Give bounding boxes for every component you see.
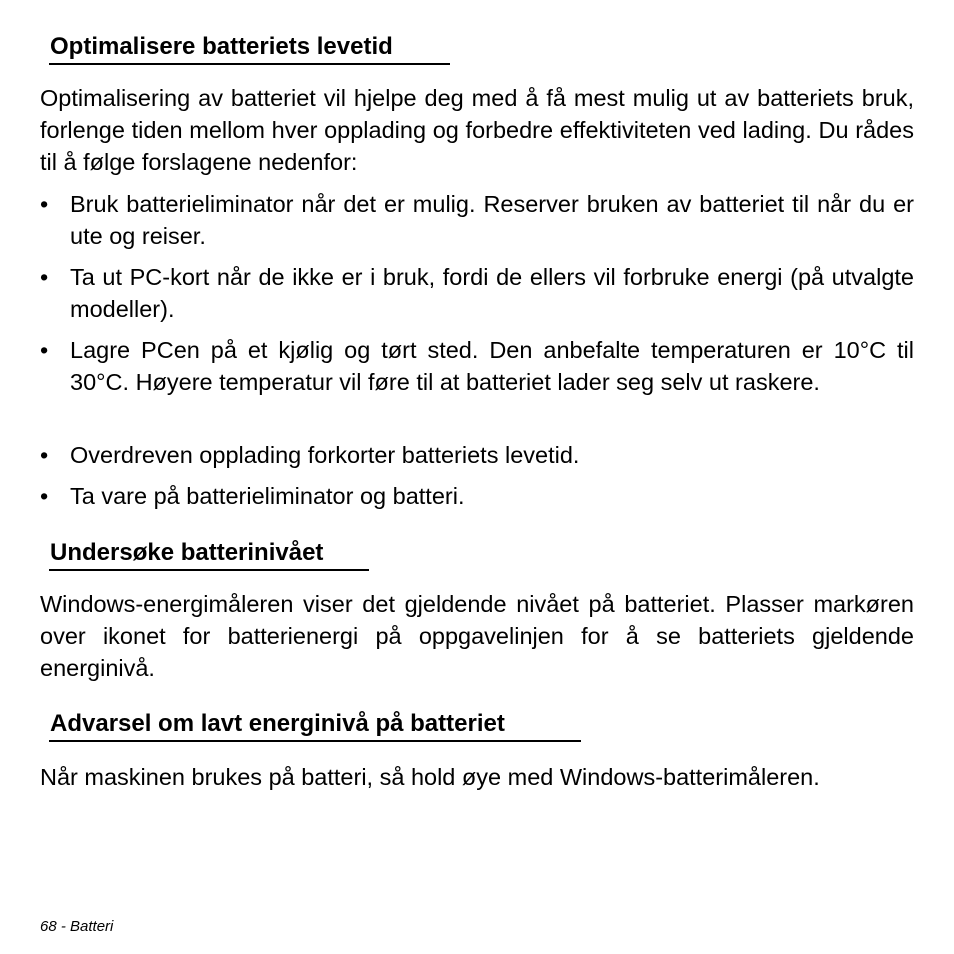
bullet-icon: • (40, 337, 49, 363)
section-heading-optimize-battery: Optimalisere batteriets levetid (50, 33, 393, 60)
bullet-icon: • (40, 483, 49, 509)
section-heading-low-battery-warning: Advarsel om lavt energinivå på batteriet (50, 710, 505, 737)
list-item-text: Overdreven opplading forkorter batteriets levetid. (70, 442, 580, 468)
list-item-text: Ta vare på batterieliminator og batteri. (70, 483, 465, 509)
page-footer: 68 - Batteri (40, 918, 114, 935)
list-item (40, 439, 914, 471)
list-item-text: Ta ut PC-kort når de ikke er i bruk, fordi de ellers vil forbruke energi (på utvalgte modeller). (70, 264, 914, 322)
bullet-icon: • (40, 442, 49, 468)
list-item (40, 188, 914, 252)
list-item (40, 480, 914, 512)
battery-level-paragraph: Windows-energimåleren viser det gjeldende nivået på batteriet. Plasser markøren over ikonet for batterienergi på oppgavelinjen for å se batteriets gjeldende energinivå. (40, 591, 914, 681)
heading-underline (49, 740, 581, 742)
list-item-text: Lagre PCen på et kjølig og tørt sted. Den anbefalte temperaturen er 10°C til 30°C. Høyere temperatur vil føre til at batteriet lader seg selv ut raskere. (70, 337, 914, 395)
bullet-icon: • (40, 191, 49, 217)
heading-underline (49, 569, 369, 571)
section-heading-check-battery-level: Undersøke batterinivået (50, 539, 324, 566)
list-item (40, 334, 914, 398)
heading-underline (49, 63, 450, 65)
bullet-icon: • (40, 264, 49, 290)
list-item-text: Bruk batterieliminator når det er mulig. Reserver bruken av batteriet til når du er ute og reiser. (70, 191, 914, 249)
low-battery-paragraph: Når maskinen brukes på batteri, så hold øye med Windows-batterimåleren. (40, 764, 820, 790)
list-item (40, 261, 914, 325)
intro-paragraph: Optimalisering av batteriet vil hjelpe deg med å få mest mulig ut av batteriets bruk, forlenge tiden mellom hver opplading og forbedre effektiviteten ved lading. Du rådes til å følge forslagene nedenfor: (40, 85, 914, 175)
